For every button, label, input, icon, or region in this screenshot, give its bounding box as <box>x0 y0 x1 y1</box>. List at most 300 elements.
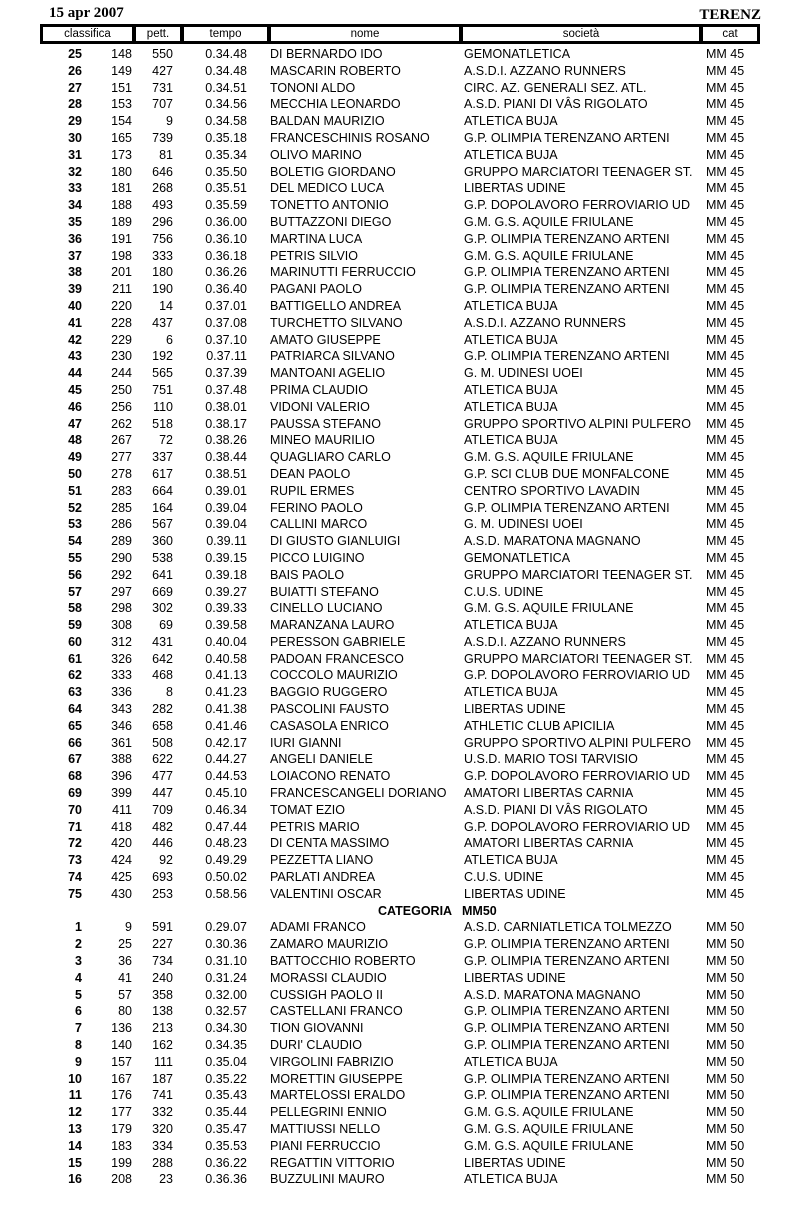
overall-position: 176 <box>111 1088 132 1103</box>
club-name: ATLETICA BUJA <box>464 433 558 448</box>
club-name: GRUPPO MARCIATORI TEENAGER ST. <box>464 567 693 582</box>
athlete-name: VIRGOLINI FABRIZIO <box>270 1054 394 1069</box>
athlete-name: MATTIUSSI NELLO <box>270 1122 381 1136</box>
finish-time: 0.44.27 <box>205 752 247 767</box>
overall-position: 298 <box>111 601 132 616</box>
rank: 69 <box>68 786 82 801</box>
table-row <box>0 197 795 214</box>
overall-position: 286 <box>111 517 132 532</box>
finish-time: 0.37.48 <box>205 382 247 397</box>
finish-time: 0.35.59 <box>205 198 247 213</box>
bib-number: 337 <box>152 450 173 465</box>
bib-number: 288 <box>152 1155 173 1170</box>
finish-time: 0.31.24 <box>205 970 247 985</box>
overall-position: 343 <box>111 702 132 717</box>
bib-number: 14 <box>159 298 173 313</box>
overall-position: 9 <box>125 920 132 935</box>
table-row <box>0 936 795 953</box>
rank: 9 <box>75 1054 82 1069</box>
table-row <box>0 399 795 416</box>
rank: 49 <box>68 450 82 465</box>
table-row <box>0 886 795 903</box>
rank: 62 <box>68 668 82 683</box>
bib-number: 658 <box>152 718 173 733</box>
club-name: G.P. OLIMPIA TERENZANO ARTENI <box>464 937 670 952</box>
overall-position: 256 <box>111 399 132 414</box>
rank: 25 <box>68 47 82 61</box>
rank: 70 <box>68 802 82 817</box>
table-row <box>0 1020 795 1037</box>
athlete-name: BATTOCCHIO ROBERTO <box>270 954 416 969</box>
col-societa: società <box>463 27 699 41</box>
category: MM 45 <box>706 550 745 565</box>
finish-time: 0.38.44 <box>205 450 247 465</box>
overall-position: 289 <box>111 534 132 549</box>
athlete-name: PAUSSA STEFANO <box>270 416 381 431</box>
bib-number: 213 <box>152 1021 173 1036</box>
category: MM 45 <box>706 315 745 330</box>
overall-position: 388 <box>111 752 132 767</box>
finish-time: 0.38.01 <box>205 399 247 414</box>
club-name: C.U.S. UDINE <box>464 584 544 599</box>
athlete-name: DI BERNARDO IDO <box>270 47 383 61</box>
athlete-name: MORASSI CLAUDIO <box>270 970 387 985</box>
athlete-name: ANGELI DANIELE <box>270 752 373 767</box>
finish-time: 0.32.57 <box>205 1004 247 1019</box>
category: MM 45 <box>706 450 745 465</box>
table-row <box>0 819 795 836</box>
category: MM 45 <box>706 399 745 414</box>
bib-number: 111 <box>153 1054 173 1069</box>
overall-position: 297 <box>111 584 132 599</box>
athlete-name: TURCHETTO SILVANO <box>270 315 403 330</box>
finish-time: 0.34.56 <box>205 97 247 112</box>
table-row <box>0 113 795 130</box>
table-row <box>0 768 795 785</box>
overall-position: 425 <box>111 870 132 885</box>
category: MM 45 <box>706 231 745 246</box>
table-row <box>0 96 795 113</box>
finish-time: 0.35.34 <box>205 147 247 162</box>
overall-position: 153 <box>111 97 132 112</box>
table-row <box>0 1104 795 1121</box>
category: MM 50 <box>706 1021 745 1036</box>
club-name: ATLETICA BUJA <box>464 618 558 633</box>
overall-position: 183 <box>111 1138 132 1153</box>
club-name: ATLETICA BUJA <box>464 332 558 347</box>
finish-time: 0.47.44 <box>205 819 247 834</box>
table-row <box>0 617 795 634</box>
athlete-name: BOLETIG GIORDANO <box>270 164 396 179</box>
bib-number: 9 <box>166 114 173 129</box>
table-row <box>0 483 795 500</box>
club-name: ATLETICA BUJA <box>464 298 558 313</box>
club-name: G.P. OLIMPIA TERENZANO ARTENI <box>464 231 670 246</box>
bib-number: 23 <box>159 1172 173 1187</box>
rank: 74 <box>68 870 82 885</box>
club-name: ATLETICA BUJA <box>464 147 558 162</box>
overall-position: 424 <box>111 853 132 868</box>
athlete-name: BUTTAZZONI DIEGO <box>270 214 392 229</box>
athlete-name: TION GIOVANNI <box>270 1021 364 1036</box>
table-row <box>0 1138 795 1155</box>
rank: 65 <box>68 718 82 733</box>
category: MM 45 <box>706 80 745 95</box>
overall-position: 201 <box>111 265 132 280</box>
table-row <box>0 869 795 886</box>
club-name: G.P. OLIMPIA TERENZANO ARTENI <box>464 954 670 969</box>
overall-position: 157 <box>111 1054 132 1069</box>
overall-position: 326 <box>111 651 132 666</box>
rank: 68 <box>68 769 82 784</box>
athlete-name: PELLEGRINI ENNIO <box>270 1105 387 1120</box>
category: MM 45 <box>706 685 745 700</box>
athlete-name: MINEO MAURILIO <box>270 433 375 448</box>
table-row <box>0 1071 795 1088</box>
category: MM 50 <box>706 1105 745 1120</box>
rank: 36 <box>68 231 82 246</box>
finish-time: 0.45.10 <box>205 786 247 801</box>
category: MM 45 <box>706 870 745 885</box>
table-row <box>0 466 795 483</box>
athlete-name: RUPIL ERMES <box>270 483 355 498</box>
rank: 51 <box>68 483 82 498</box>
bib-number: 333 <box>152 248 173 263</box>
club-name: G.M. G.S. AQUILE FRIULANE <box>464 601 634 616</box>
table-row <box>0 416 795 433</box>
finish-time: 0.35.47 <box>205 1122 247 1136</box>
category: MM 45 <box>706 349 745 364</box>
bib-number: 437 <box>152 315 173 330</box>
rank: 66 <box>68 735 82 750</box>
overall-position: 199 <box>111 1155 132 1170</box>
bib-number: 646 <box>152 164 173 179</box>
athlete-name: BAGGIO RUGGERO <box>270 685 388 700</box>
club-name: GEMONATLETICA <box>464 550 571 565</box>
club-name: GEMONATLETICA <box>464 47 571 61</box>
club-name: AMATORI LIBERTAS CARNIA <box>464 786 634 801</box>
club-name: CENTRO SPORTIVO LAVADIN <box>464 483 640 498</box>
bib-number: 518 <box>152 416 173 431</box>
table-row <box>0 1121 795 1138</box>
bib-number: 446 <box>152 836 173 851</box>
table-row <box>0 835 795 852</box>
rank: 8 <box>75 1038 82 1053</box>
bib-number: 508 <box>152 735 173 750</box>
bib-number: 731 <box>152 80 173 95</box>
category: MM 50 <box>706 954 745 969</box>
club-name: G.P. OLIMPIA TERENZANO ARTENI <box>464 265 670 280</box>
athlete-name: MARINUTTI FERRUCCIO <box>270 265 416 280</box>
finish-time: 0.36.18 <box>205 248 247 263</box>
finish-time: 0.49.29 <box>205 853 247 868</box>
bib-number: 468 <box>152 668 173 683</box>
finish-time: 0.41.46 <box>205 718 247 733</box>
club-name: ATHLETIC CLUB APICILIA <box>464 718 615 733</box>
category: MM 45 <box>706 416 745 431</box>
table-row <box>0 231 795 248</box>
finish-time: 0.37.39 <box>205 366 247 381</box>
rank: 26 <box>68 63 82 78</box>
bib-number: 669 <box>152 584 173 599</box>
athlete-name: DEL MEDICO LUCA <box>270 181 385 196</box>
overall-position: 262 <box>111 416 132 431</box>
bib-number: 431 <box>152 634 173 649</box>
category: MM 50 <box>706 1138 745 1153</box>
category-code: MM50 <box>462 903 497 918</box>
category: MM 50 <box>706 987 745 1002</box>
category: MM 45 <box>706 198 745 213</box>
category: MM 50 <box>706 1122 745 1136</box>
athlete-name: TONONI ALDO <box>270 80 356 95</box>
rank: 10 <box>68 1071 82 1086</box>
table-row <box>0 953 795 970</box>
club-name: G.M. G.S. AQUILE FRIULANE <box>464 248 634 263</box>
col-classifica: classifica <box>43 27 132 41</box>
overall-position: 229 <box>111 332 132 347</box>
table-row <box>0 701 795 718</box>
category: MM 45 <box>706 181 745 196</box>
rank: 16 <box>68 1172 82 1187</box>
club-name: G.P. OLIMPIA TERENZANO ARTENI <box>464 1038 670 1053</box>
athlete-name: CASASOLA ENRICO <box>270 718 389 733</box>
athlete-name: MORETTIN GIUSEPPE <box>270 1071 403 1086</box>
overall-position: 165 <box>111 130 132 145</box>
table-row <box>0 449 795 466</box>
finish-time: 0.39.58 <box>205 618 247 633</box>
athlete-name: PETRIS MARIO <box>270 819 360 834</box>
bib-number: 253 <box>152 886 173 901</box>
rank: 29 <box>68 114 82 129</box>
table-row <box>0 970 795 987</box>
overall-position: 180 <box>111 164 132 179</box>
club-name: ATLETICA BUJA <box>464 853 558 868</box>
bib-number: 8 <box>166 685 173 700</box>
bib-number: 110 <box>153 399 173 414</box>
rank: 38 <box>68 265 82 280</box>
finish-time: 0.34.48 <box>205 63 247 78</box>
bib-number: 550 <box>152 47 173 61</box>
club-name: CIRC. AZ. GENERALI SEZ. ATL. <box>464 80 647 95</box>
rank: 7 <box>75 1021 82 1036</box>
overall-position: 211 <box>112 282 132 297</box>
bib-number: 358 <box>152 987 173 1002</box>
category: MM 45 <box>706 651 745 666</box>
category: MM 45 <box>706 483 745 498</box>
club-name: G.M. G.S. AQUILE FRIULANE <box>464 450 634 465</box>
bib-number: 693 <box>152 870 173 885</box>
rank: 27 <box>68 80 82 95</box>
athlete-name: TONETTO ANTONIO <box>270 198 389 213</box>
bib-number: 427 <box>152 63 173 78</box>
overall-position: 154 <box>111 114 132 129</box>
athlete-name: QUAGLIARO CARLO <box>270 450 391 465</box>
rank: 63 <box>68 685 82 700</box>
athlete-name: FRANCESCHINIS ROSANO <box>270 130 430 145</box>
rank: 59 <box>68 618 82 633</box>
overall-position: 430 <box>111 886 132 901</box>
athlete-name: PATRIARCA SILVANO <box>270 349 395 364</box>
finish-time: 0.41.13 <box>205 668 247 683</box>
bib-number: 493 <box>152 198 173 213</box>
athlete-name: CINELLO LUCIANO <box>270 601 383 616</box>
category-label: CATEGORIA <box>378 903 453 918</box>
rank: 34 <box>68 198 82 213</box>
rank: 3 <box>75 954 82 969</box>
finish-time: 0.44.53 <box>205 769 247 784</box>
bib-number: 187 <box>152 1071 173 1086</box>
overall-position: 396 <box>111 769 132 784</box>
athlete-name: VALENTINI OSCAR <box>270 886 382 901</box>
table-row <box>0 248 795 265</box>
category: MM 45 <box>706 114 745 129</box>
athlete-name: PARLATI ANDREA <box>270 870 376 885</box>
category: MM 45 <box>706 668 745 683</box>
category: MM 45 <box>706 97 745 112</box>
club-name: A.S.D.I. AZZANO RUNNERS <box>464 634 626 649</box>
rank: 43 <box>68 349 82 364</box>
club-name: AMATORI LIBERTAS CARNIA <box>464 836 634 851</box>
club-name: ATLETICA BUJA <box>464 399 558 414</box>
table-row <box>0 1155 795 1172</box>
athlete-name: CASTELLANI FRANCO <box>270 1004 403 1019</box>
athlete-name: DEAN PAOLO <box>270 466 351 481</box>
category: MM 45 <box>706 752 745 767</box>
overall-position: 167 <box>111 1071 132 1086</box>
table-row <box>0 1054 795 1071</box>
athlete-name: PERESSON GABRIELE <box>270 634 406 649</box>
finish-time: 0.35.51 <box>205 181 247 196</box>
race-place: TERENZ <box>699 7 761 23</box>
category: MM 50 <box>706 970 745 985</box>
rank: 28 <box>68 97 82 112</box>
overall-position: 244 <box>111 366 132 381</box>
category: MM 50 <box>706 1054 745 1069</box>
col-pett: pett. <box>136 27 180 41</box>
athlete-name: PETRIS SILVIO <box>270 248 358 263</box>
club-name: G.P. OLIMPIA TERENZANO ARTENI <box>464 1021 670 1036</box>
overall-position: 57 <box>118 987 132 1002</box>
athlete-name: BUZZULINI MAURO <box>270 1172 385 1187</box>
athlete-name: MECCHIA LEONARDO <box>270 97 401 112</box>
bib-number: 268 <box>152 181 173 196</box>
rank: 1 <box>75 920 82 935</box>
finish-time: 0.39.27 <box>205 584 247 599</box>
rank: 54 <box>68 534 82 549</box>
table-row <box>0 365 795 382</box>
club-name: G.M. G.S. AQUILE FRIULANE <box>464 214 634 229</box>
finish-time: 0.36.40 <box>205 282 247 297</box>
club-name: ATLETICA BUJA <box>464 1172 558 1187</box>
category: MM 45 <box>706 332 745 347</box>
table-row <box>0 1037 795 1054</box>
overall-position: 267 <box>111 433 132 448</box>
bib-number: 734 <box>152 954 173 969</box>
category: MM 45 <box>706 567 745 582</box>
table-row <box>0 987 795 1004</box>
table-row <box>0 264 795 281</box>
finish-time: 0.31.10 <box>205 954 247 969</box>
category: MM 45 <box>706 584 745 599</box>
rank: 37 <box>68 248 82 263</box>
finish-time: 0.35.53 <box>205 1138 247 1153</box>
bib-number: 164 <box>152 500 173 515</box>
table-row <box>0 802 795 819</box>
finish-time: 0.35.50 <box>205 164 247 179</box>
table-row <box>0 852 795 869</box>
col-nome: nome <box>271 27 459 41</box>
club-name: GRUPPO SPORTIVO ALPINI PULFERO <box>464 735 691 750</box>
club-name: G.M. G.S. AQUILE FRIULANE <box>464 1105 634 1120</box>
finish-time: 0.35.43 <box>205 1088 247 1103</box>
rank: 47 <box>68 416 82 431</box>
bib-number: 190 <box>152 282 173 297</box>
overall-position: 36 <box>118 954 132 969</box>
finish-time: 0.36.36 <box>205 1172 247 1187</box>
group-mm50 <box>0 919 795 1188</box>
category: MM 50 <box>706 1172 745 1187</box>
athlete-name: REGATTIN VITTORIO <box>270 1155 395 1170</box>
finish-time: 0.38.26 <box>205 433 247 448</box>
bib-number: 565 <box>152 366 173 381</box>
athlete-name: CALLINI MARCO <box>270 517 368 532</box>
overall-position: 285 <box>111 500 132 515</box>
athlete-name: DI CENTA MASSIMO <box>270 836 390 851</box>
rank: 32 <box>68 164 82 179</box>
athlete-name: MARANZANA LAURO <box>270 618 395 633</box>
club-name: G. M. UDINESI UOEI <box>464 517 583 532</box>
club-name: C.U.S. UDINE <box>464 870 544 885</box>
table-row <box>0 281 795 298</box>
overall-position: 191 <box>111 231 132 246</box>
table-row <box>0 180 795 197</box>
bib-number: 180 <box>152 265 173 280</box>
table-row <box>0 164 795 181</box>
club-name: A.S.D. PIANI DI VÂS RIGOLATO <box>464 802 648 817</box>
finish-time: 0.39.11 <box>206 534 247 549</box>
finish-time: 0.35.04 <box>205 1054 247 1069</box>
bib-number: 756 <box>152 231 173 246</box>
finish-time: 0.58.56 <box>205 886 247 901</box>
table-row <box>0 735 795 752</box>
bib-number: 617 <box>152 466 173 481</box>
overall-position: 208 <box>111 1172 132 1187</box>
overall-position: 80 <box>118 1004 132 1019</box>
athlete-name: MARTINA LUCA <box>270 231 363 246</box>
overall-position: 220 <box>111 298 132 313</box>
finish-time: 0.39.01 <box>205 483 247 498</box>
table-row <box>0 567 795 584</box>
table-row <box>0 718 795 735</box>
overall-position: 292 <box>111 567 132 582</box>
category: MM 45 <box>706 853 745 868</box>
athlete-name: IURI GIANNI <box>270 735 342 750</box>
finish-time: 0.34.51 <box>205 80 247 95</box>
rank: 31 <box>68 147 82 162</box>
finish-time: 0.39.04 <box>205 500 247 515</box>
table-row <box>0 80 795 97</box>
finish-time: 0.39.33 <box>205 601 247 616</box>
bib-number: 567 <box>152 517 173 532</box>
overall-position: 277 <box>111 450 132 465</box>
club-name: LIBERTAS UDINE <box>464 181 566 196</box>
athlete-name: BAIS PAOLO <box>270 567 345 582</box>
club-name: G.P. DOPOLAVORO FERROVIARIO UD <box>464 668 690 683</box>
overall-position: 25 <box>118 937 132 952</box>
table-row <box>0 1003 795 1020</box>
overall-position: 418 <box>111 819 132 834</box>
bib-number: 538 <box>152 550 173 565</box>
